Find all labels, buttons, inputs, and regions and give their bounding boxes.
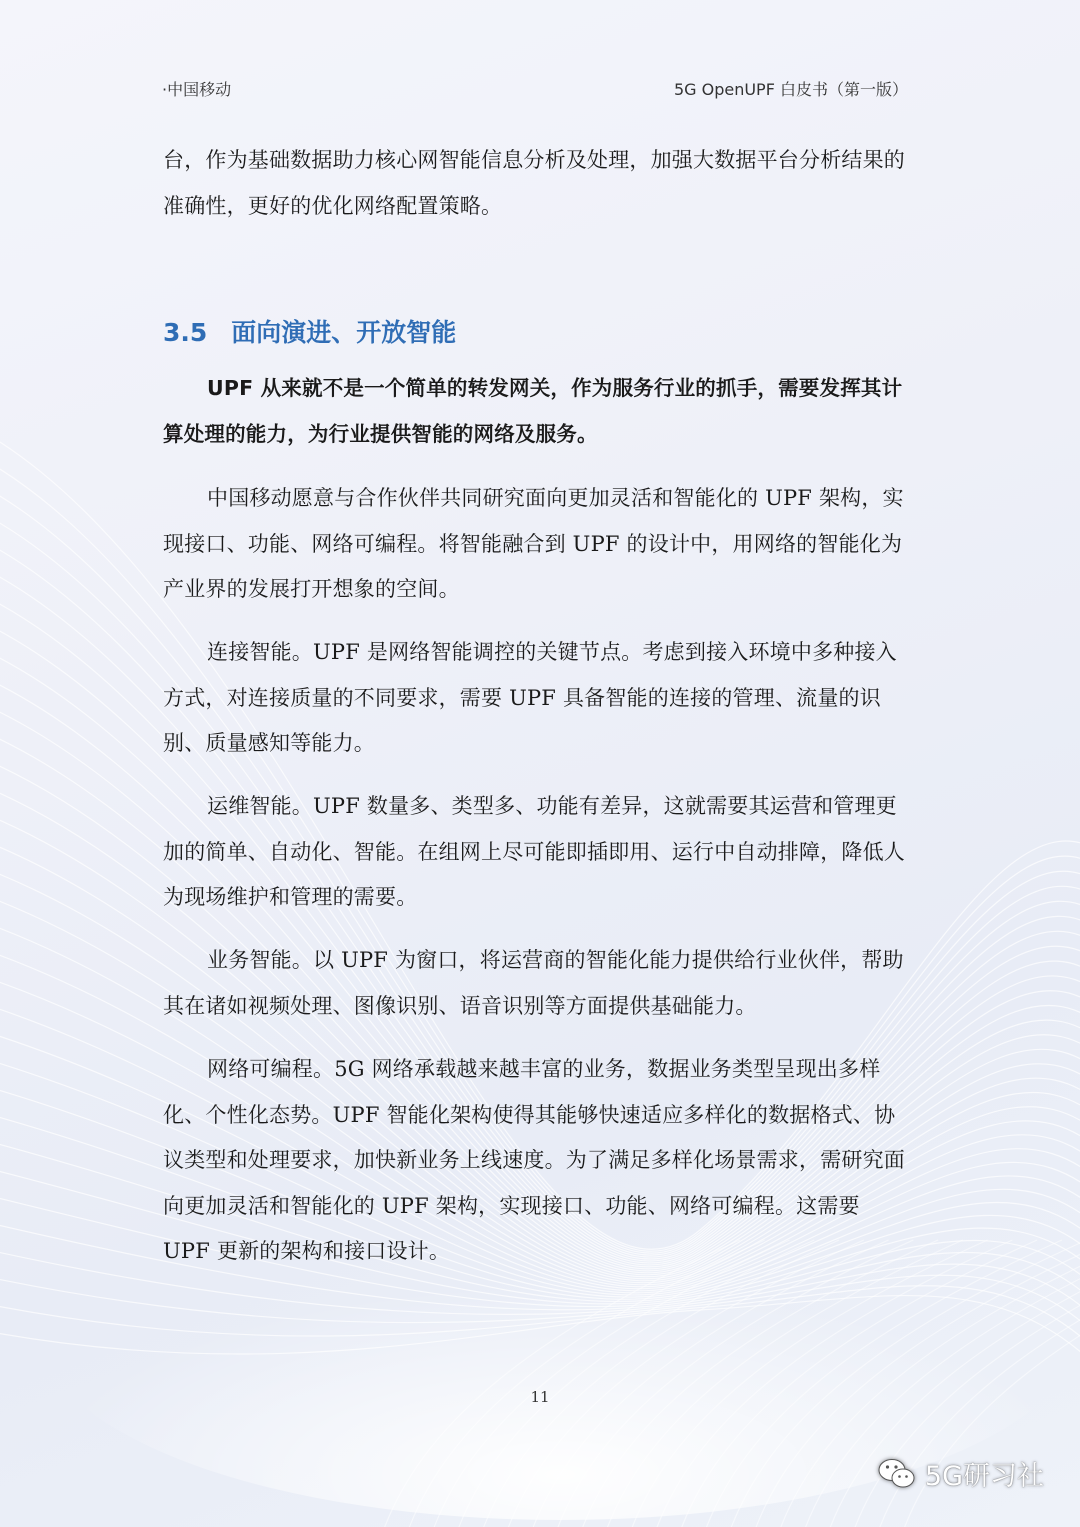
body-block-2 bbox=[163, 630, 908, 767]
body-block-3 bbox=[163, 784, 908, 921]
watermark-text: 5G研习社 bbox=[924, 1461, 1044, 1492]
section-title: 面向演进、开放智能 bbox=[231, 318, 457, 347]
body-block-5 bbox=[163, 1047, 908, 1275]
body-paragraph: 中国移动愿意与合作伙伴共同研究面向更加灵活和智能化的 UPF 架构，实现接口、功能、网络可编程。将智能融合到 UPF 的设计中，用网络的智能化为产业界的发展打开想象的空间。 bbox=[163, 486, 904, 601]
body-paragraph: 连接智能。UPF 是网络智能调控的关键节点。考虑到接入环境中多种接入方式，对连接质量的不同要求，需要 UPF 具备智能的连接的管理、流量的识别、质量感知等能力。 bbox=[163, 640, 897, 755]
body-block-1 bbox=[163, 476, 908, 613]
header-company: ·中国移动 bbox=[162, 80, 232, 99]
body-block-4 bbox=[163, 938, 908, 1029]
wechat-icon bbox=[877, 1457, 917, 1491]
lead-paragraph: UPF 从来就不是一个简单的转发网关，作为服务行业的抓手，需要发挥其计算处理的能力，为行业提供智能的网络及服务。 bbox=[163, 376, 903, 446]
body-paragraph: 业务智能。以 UPF 为窗口，将运营商的智能化能力提供给行业伙伴，帮助其在诸如视频处理、图像识别、语音识别等方面提供基础能力。 bbox=[163, 948, 904, 1018]
page-number: 11 bbox=[530, 1388, 550, 1406]
intro-block bbox=[163, 138, 908, 229]
header-doc-title: 5G OpenUPF 白皮书（第一版） bbox=[673, 80, 908, 99]
watermark bbox=[877, 1454, 1044, 1493]
lead-block bbox=[163, 366, 908, 457]
body-paragraph: 运维智能。UPF 数量多、类型多、功能有差异，这就需要其运营和管理更加的简单、自动化、智能。在组网上尽可能即插即用、运行中自动排障，降低人为现场维护和管理的需要。 bbox=[163, 794, 905, 909]
section-number: 3.5 bbox=[163, 318, 208, 347]
body-paragraph: 网络可编程。5G 网络承载越来越丰富的业务，数据业务类型呈现出多样化、个性化态势。UPF 智能化架构使得其能够快速适应多样化的数据格式、协议类型和处理要求，加快新业务上线速度。为了满足多样化场景需求，需研究面向更加灵活和智能化的 UPF 架构，实现接口、功能、网络可编程。这需要 UPF 更新的架构和接口设计。 bbox=[163, 1057, 905, 1263]
section-heading bbox=[163, 313, 456, 349]
intro-paragraph: 台，作为基础数据助力核心网智能信息分析及处理，加强大数据平台分析结果的准确性，更好的优化网络配置策略。 bbox=[163, 148, 905, 218]
